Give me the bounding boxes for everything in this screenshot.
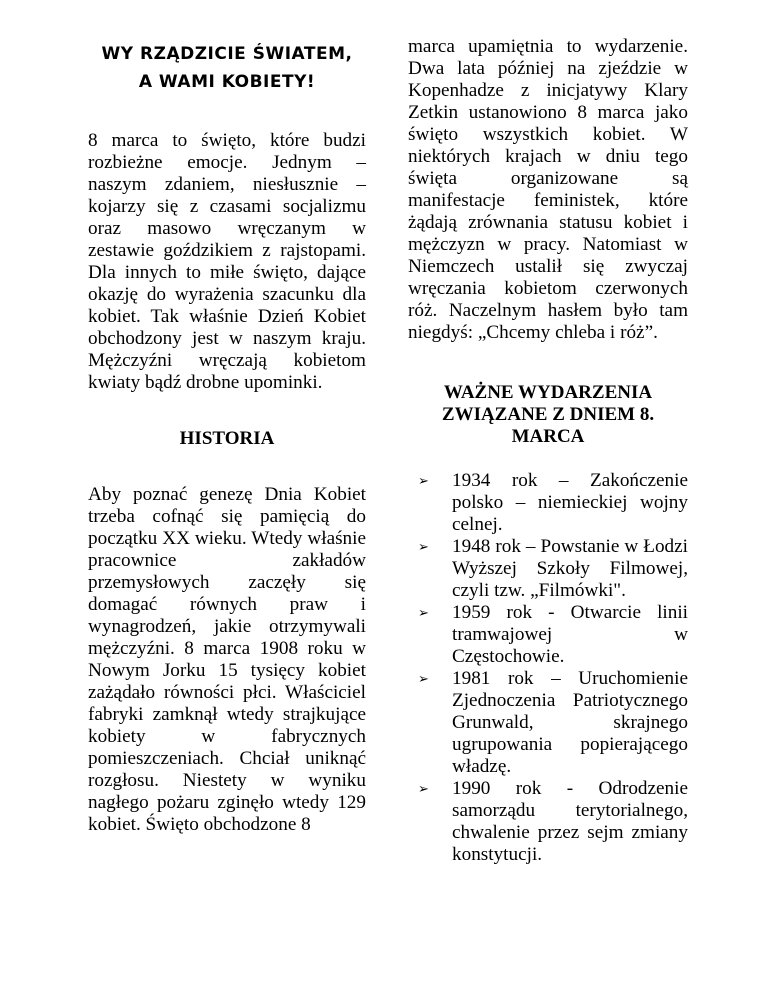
arrow-bullet-icon: ➢ bbox=[418, 473, 429, 488]
arrow-bullet-icon: ➢ bbox=[418, 605, 429, 620]
right-column bbox=[408, 36, 688, 866]
arrow-bullet-icon: ➢ bbox=[418, 781, 429, 796]
list-item bbox=[408, 668, 688, 778]
history-heading: HISTORIA bbox=[179, 428, 275, 449]
arrow-bullet-icon: ➢ bbox=[418, 671, 429, 686]
event-text: 1959 rok - Otwarcie linii tramwajowej w Częstochowie. bbox=[452, 602, 688, 667]
arrow-bullet-icon: ➢ bbox=[418, 539, 429, 554]
events-heading: WAŻNE WYDARZENIA ZWIĄZANE Z DNIEM 8. MARCA bbox=[441, 382, 655, 447]
history-paragraph: Aby poznać genezę Dnia Kobiet trzeba cofnąć się pamięcią do początku XX wieku. Wtedy właśnie pracownice zakładów przemysłowych zaczęły się domagać równych praw i wynagrodzeń, jakie otrzymywali mężczyźni. 8 marca 1908 roku w Nowym Jorku 15 tysięcy kobiet zażądało równości płci. Właściciel fabryki zamknął wtedy strajkujące kobiety w fabrycznych pomieszczeniach. Chciał uniknąć rozgłosu. Niestety w wyniku nagłego pożaru zginęło wtedy 129 kobiet. Święto obchodzone 8 bbox=[88, 484, 366, 835]
event-text: 1948 rok – Powstanie w Łodzi Wyższej Szkoły Filmowej, czyli tzw. „Filmówki". bbox=[452, 536, 688, 601]
list-item bbox=[408, 470, 688, 536]
event-text: 1981 rok – Uruchomienie Zjednoczenia Patriotycznego Grunwald, skrajnego ugrupowania popierającego władzę. bbox=[452, 668, 688, 777]
left-column bbox=[88, 36, 366, 836]
article-title: WY RZĄDZICIE ŚWIATEM, A WAMI KOBIETY! bbox=[101, 44, 353, 92]
events-list bbox=[408, 470, 688, 866]
list-item bbox=[408, 536, 688, 602]
event-text: 1934 rok – Zakończenie polsko – niemieckiej wojny celnej. bbox=[452, 470, 688, 535]
intro-paragraph: 8 marca to święto, które budzi rozbieżne emocje. Jednym – naszym zdaniem, niesłusznie – kojarzy się z czasami socjalizmu oraz masowo wręczanym w zestawie goździkiem z rajstopami. Dla innych to miłe święto, dające okazję do wyrażenia szacunku dla kobiet. Tak właśnie Dzień Kobiet obchodzony jest w naszym kraju. Mężczyźni wręczają kobietom kwiaty bądź drobne upominki. bbox=[88, 130, 366, 393]
list-item bbox=[408, 602, 688, 668]
list-item bbox=[408, 778, 688, 866]
event-text: 1990 rok - Odrodzenie samorządu terytorialnego, chwalenie przez sejm zmiany konstytucji. bbox=[452, 778, 688, 865]
history-continuation-paragraph: marca upamiętnia to wydarzenie. Dwa lata później na zjeździe w Kopenhadze z inicjatywy Klary Zetkin ustanowiono 8 marca jako święto wszystkich kobiet. W niektórych krajach w dniu tego święta organizowane są manifestacje feministek, które żądają zrównania statusu kobiet i mężczyzn w pracy. Natomiast w Niemczech ustalił się zwyczaj wręczania kobietom czerwonych róż. Naczelnym hasłem było tam niegdyś: „Chcemy chleba i róż”. bbox=[408, 36, 688, 343]
